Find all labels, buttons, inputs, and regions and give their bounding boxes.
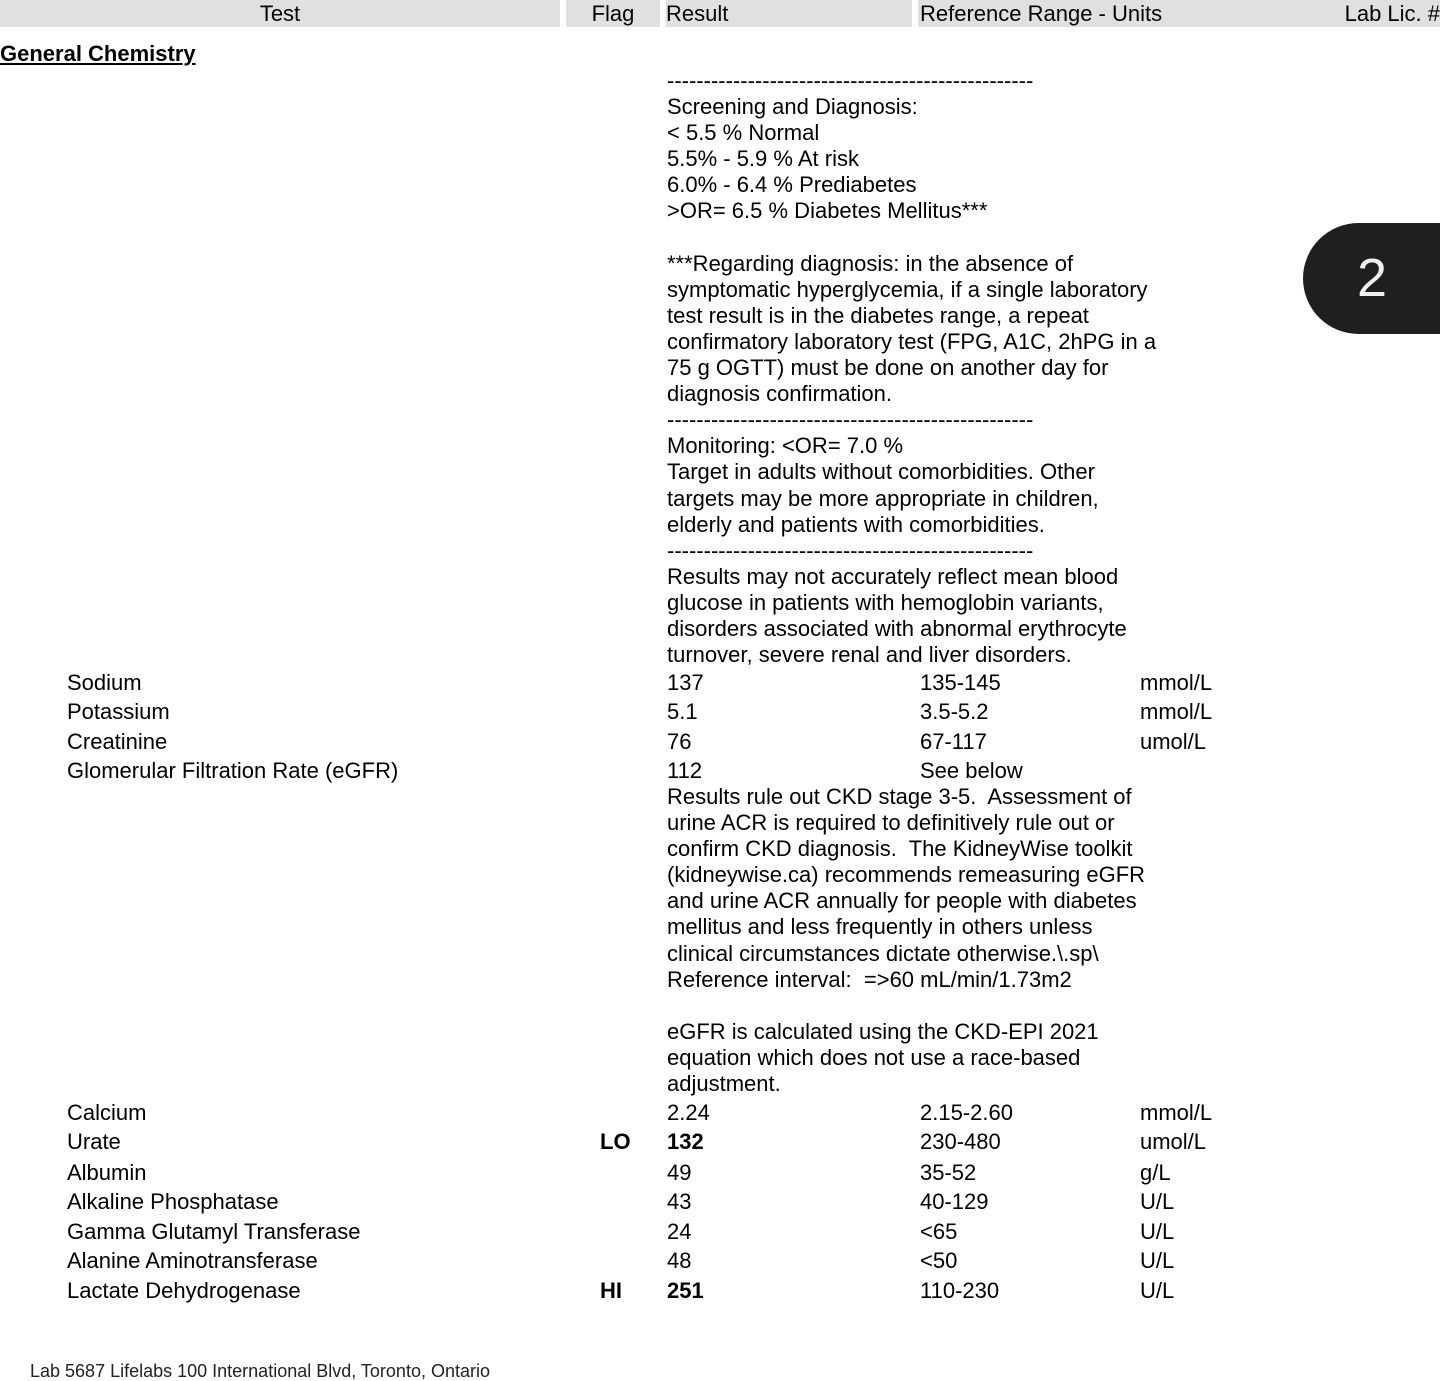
test-name: Albumin — [67, 1160, 147, 1185]
reference-range: 35-52 — [920, 1160, 977, 1185]
result-row — [0, 1277, 1440, 1305]
result-value: 132 — [667, 1129, 704, 1154]
reference-range: 135-145 — [920, 670, 1001, 695]
result-value: 112 — [667, 758, 703, 783]
units: U/L — [1140, 1189, 1175, 1214]
units: mmol/L — [1140, 1100, 1213, 1125]
test-name: Sodium — [67, 670, 142, 695]
test-name: Calcium — [67, 1100, 147, 1125]
header-test: Test — [0, 0, 560, 27]
reference-range: 2.15-2.60 — [920, 1100, 1013, 1125]
abnormal-flag: HI — [600, 1278, 622, 1303]
egfr-interpretive-comment: Results rule out CKD stage 3-5. Assessment of urine ACR is required to definitively rule out or confirm CKD diagnosis. The KidneyWise toolkit (kidneywise.ca) recommends remeasuring eGFR and urine ACR annually for people with diabetes mellitus and less frequently in others unless clinical circumstances dictate otherwise.\.sp\ Reference interval: =>60 mL/min/1.73m2 eGFR is calculated using the CKD-EPI 2021 equation which does not use a race-based adjustment. — [667, 784, 1146, 1097]
test-name: Alanine Aminotransferase — [67, 1248, 318, 1273]
a1c-interpretive-comment: -------------------------------------------------- Screening and Diagnosis: < 5.5 % Normal 5.5% - 5.9 % At risk 6.0% - 6.4 % Prediabetes >OR= 6.5 % Diabetes Mellitus*** ***Regarding diagnosis: in the absence of symptomatic hyperglycemia, if a single laboratory test result is in the diabetes range, a repeat confirmatory laboratory test (FPG, A1C, 2hPG in a 75 g OGTT) must be done on another day for diagnosis confirmation. -------------------------------------------------- Monitoring: <OR= 7.0 % Target in adults without comorbidities. Other targets may be more appropriate in children, elderly and patients with comorbidities. -------------------------------------------------- Results may not accurately reflect mean blood glucose in patients with hemoglobin variants, disorders associated with abnormal erythrocyte turnover, severe renal and liver disorders. — [667, 68, 1157, 668]
header-flag: Flag — [566, 0, 660, 27]
result-row — [0, 728, 1440, 756]
column-header-bar — [0, 0, 1440, 27]
test-name: Gamma Glutamyl Transferase — [67, 1219, 361, 1244]
result-row — [0, 1099, 1440, 1127]
test-name: Creatinine — [67, 729, 168, 754]
result-row — [0, 1188, 1440, 1216]
result-value: 24 — [667, 1219, 692, 1244]
reference-range: 230-480 — [920, 1129, 1001, 1154]
reference-range: 110-230 — [920, 1278, 1000, 1303]
units: umol/L — [1140, 1129, 1207, 1154]
result-value: 2.24 — [667, 1100, 710, 1125]
reference-range: <50 — [920, 1248, 958, 1273]
abnormal-flag: LO — [600, 1129, 631, 1154]
test-name: Potassium — [67, 699, 170, 724]
result-value: 137 — [667, 670, 704, 695]
page-number-badge[interactable] — [1303, 223, 1440, 334]
units: U/L — [1140, 1248, 1175, 1273]
reference-range: 3.5-5.2 — [920, 699, 989, 724]
result-row — [0, 1159, 1440, 1187]
result-value: 48 — [667, 1248, 692, 1273]
test-name: Urate — [67, 1129, 121, 1154]
units: U/L — [1140, 1219, 1175, 1244]
result-row — [0, 1128, 1440, 1156]
result-row — [0, 1218, 1440, 1246]
result-value: 251 — [667, 1278, 704, 1303]
test-name: Lactate Dehydrogenase — [67, 1278, 301, 1303]
reference-range: 40-129 — [920, 1189, 989, 1214]
units: mmol/L — [1140, 670, 1213, 695]
units: umol/L — [1140, 729, 1207, 754]
reference-range: <65 — [920, 1219, 958, 1244]
result-value: 49 — [667, 1160, 692, 1185]
reference-range: 67-117 — [920, 729, 987, 754]
lab-footer: Lab 5687 Lifelabs 100 International Blvd, Toronto, Ontario — [30, 1361, 490, 1381]
header-reference-range-units: Reference Range - Units — [918, 0, 1440, 27]
result-row — [0, 757, 1440, 785]
header-result: Result — [666, 0, 912, 27]
section-title: General Chemistry — [0, 41, 196, 66]
reference-range: See below — [920, 758, 1023, 783]
test-name: Glomerular Filtration Rate (eGFR) — [67, 758, 399, 783]
result-value: 76 — [667, 729, 692, 754]
page-number: 2 — [1357, 248, 1388, 308]
header-lab-lic: Lab Lic. # — [1344, 1, 1440, 26]
result-row — [0, 698, 1440, 726]
result-value: 5.1 — [667, 699, 698, 724]
units: g/L — [1140, 1160, 1171, 1185]
result-row — [0, 1247, 1440, 1275]
result-row — [0, 669, 1440, 697]
test-name: Alkaline Phosphatase — [67, 1189, 279, 1214]
units: U/L — [1140, 1278, 1175, 1303]
result-value: 43 — [667, 1189, 692, 1214]
units: mmol/L — [1140, 699, 1213, 724]
